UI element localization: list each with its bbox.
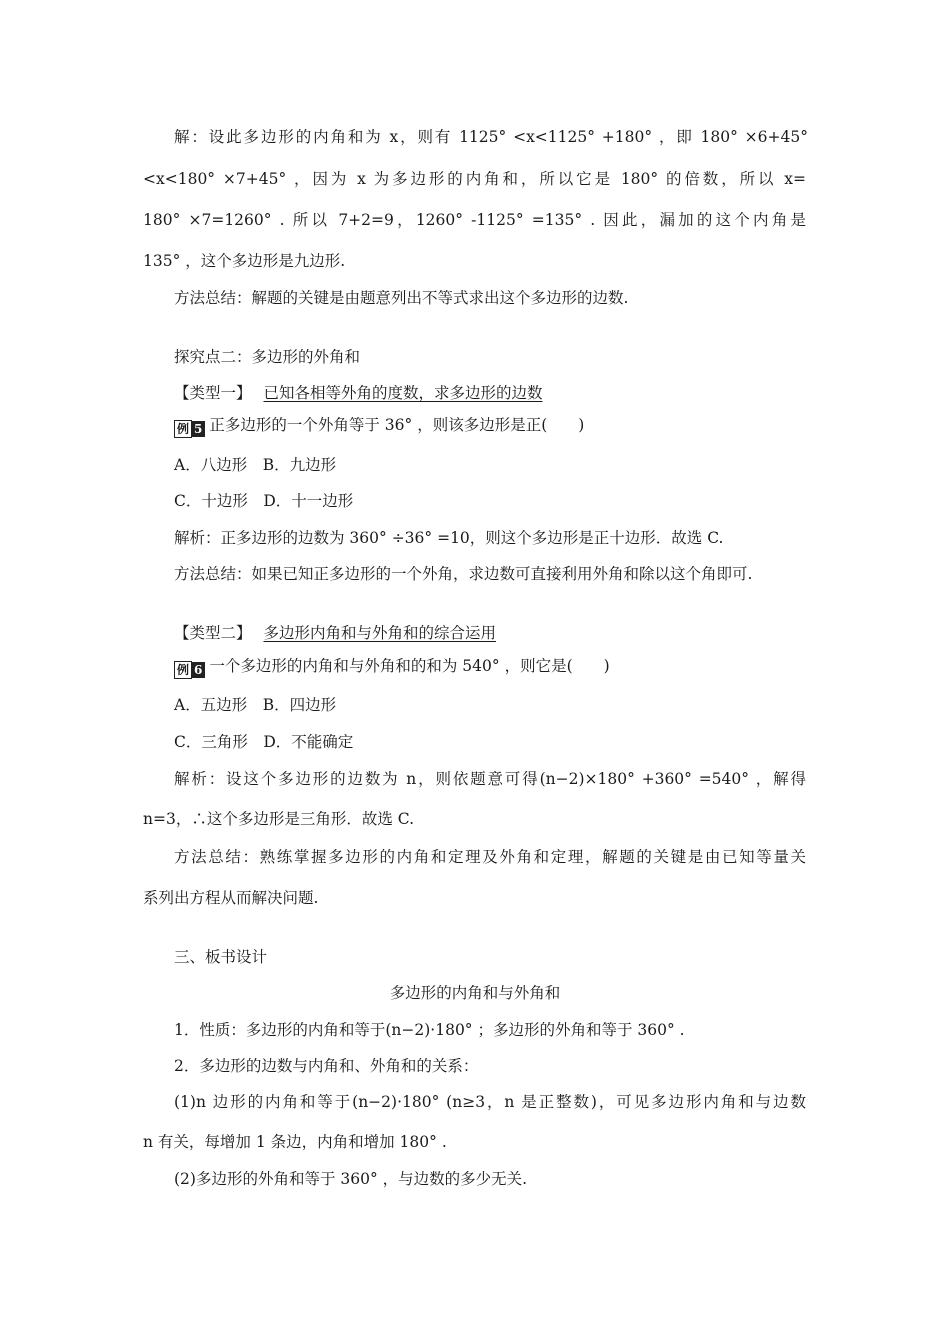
board-title: 多边形的内角和与外角和 [389,984,561,1002]
example-5-summary: 方法总结：如果已知正多边形的一个外角，求边数可直接利用外角和除以这个角即可. [174,565,753,583]
type-one-label: 【类型一】 [174,384,252,402]
section-title-board-design: 三、板书设计 [174,948,268,966]
board-item-3-line-2: n 有关，每增加 1 条边，内角和增加 180° . [143,1133,447,1151]
example-6-text: 一个多边形的内角和与外角和的和为 540° ，则它是( ) [209,657,610,675]
solution-line-1: 解：设此多边形的内角和为 x，则有 1125° <x<1125° +180° ，即 180° ×6+45° [174,128,808,146]
example-6-options-cd: C．三角形 D．不能确定 [174,733,354,751]
method-summary-1: 方法总结：解题的关键是由题意列出不等式求出这个多边形的边数. [174,289,629,307]
section-title-exploration-2: 探究点二：多边形的外角和 [174,348,361,366]
example-5-options-cd: C．十边形 D．十一边形 [174,492,354,510]
solution-line-4: 135° ，这个多边形是九边形. [143,252,346,270]
example-6-analysis-line-1: 解析：设这个多边形的边数为 n，则依题意可得(n−2)×180° +360° =540° ，解得 [174,770,806,788]
example-6-badge: 例 6 [174,658,205,674]
example-5-question [174,414,584,436]
board-item-3-line-1: (1)n 边形的内角和等于(n−2)·180° (n≥3，n 是正整数)，可见多边形内角和与边数 [174,1093,806,1111]
example-5-analysis: 解析：正多边形的边数为 360° ÷36° =10，则这个多边形是正十边形．故选 C. [174,529,724,547]
example-5-badge: 例 5 [174,417,205,433]
example-6-summary-line-2: 系列出方程从而解决问题. [143,889,319,907]
example-6-question [174,655,610,677]
type-one-heading [174,382,543,404]
type-two-label: 【类型二】 [174,624,252,642]
solution-line-3: 180° ×7=1260° . 所以 7+2=9，1260° -1125° =135° . 因此，漏加的这个内角是 [143,211,806,229]
type-one-title: 已知各相等外角的度数，求多边形的边数 [263,384,543,402]
example-6-options-ab: A．五边形 B．四边形 [174,696,337,714]
board-item-1: 1．性质：多边形的内角和等于(n−2)·180° ；多边形的外角和等于 360° . [174,1021,685,1039]
solution-line-2: <x<180° ×7+45° ，因为 x 为多边形的内角和，所以它是 180° 的倍数，所以 x= [143,170,806,188]
board-item-4: (2)多边形的外角和等于 360° ，与边数的多少无关. [174,1170,528,1188]
example-6-summary-line-1: 方法总结：熟练掌握多边形的内角和定理及外角和定理，解题的关键是由已知等量关 [174,848,806,866]
example-6-analysis-line-2: n=3，∴这个多边形是三角形．故选 C. [143,810,414,828]
type-two-title: 多边形内角和与外角和的综合运用 [263,624,497,642]
example-5-text: 正多边形的一个外角等于 36° ，则该多边形是正( ) [209,416,585,434]
type-two-heading [174,622,496,644]
example-5-options-ab: A．八边形 B．九边形 [174,456,337,474]
board-item-2: 2．多边形的边数与内角和、外角和的关系： [174,1057,479,1075]
